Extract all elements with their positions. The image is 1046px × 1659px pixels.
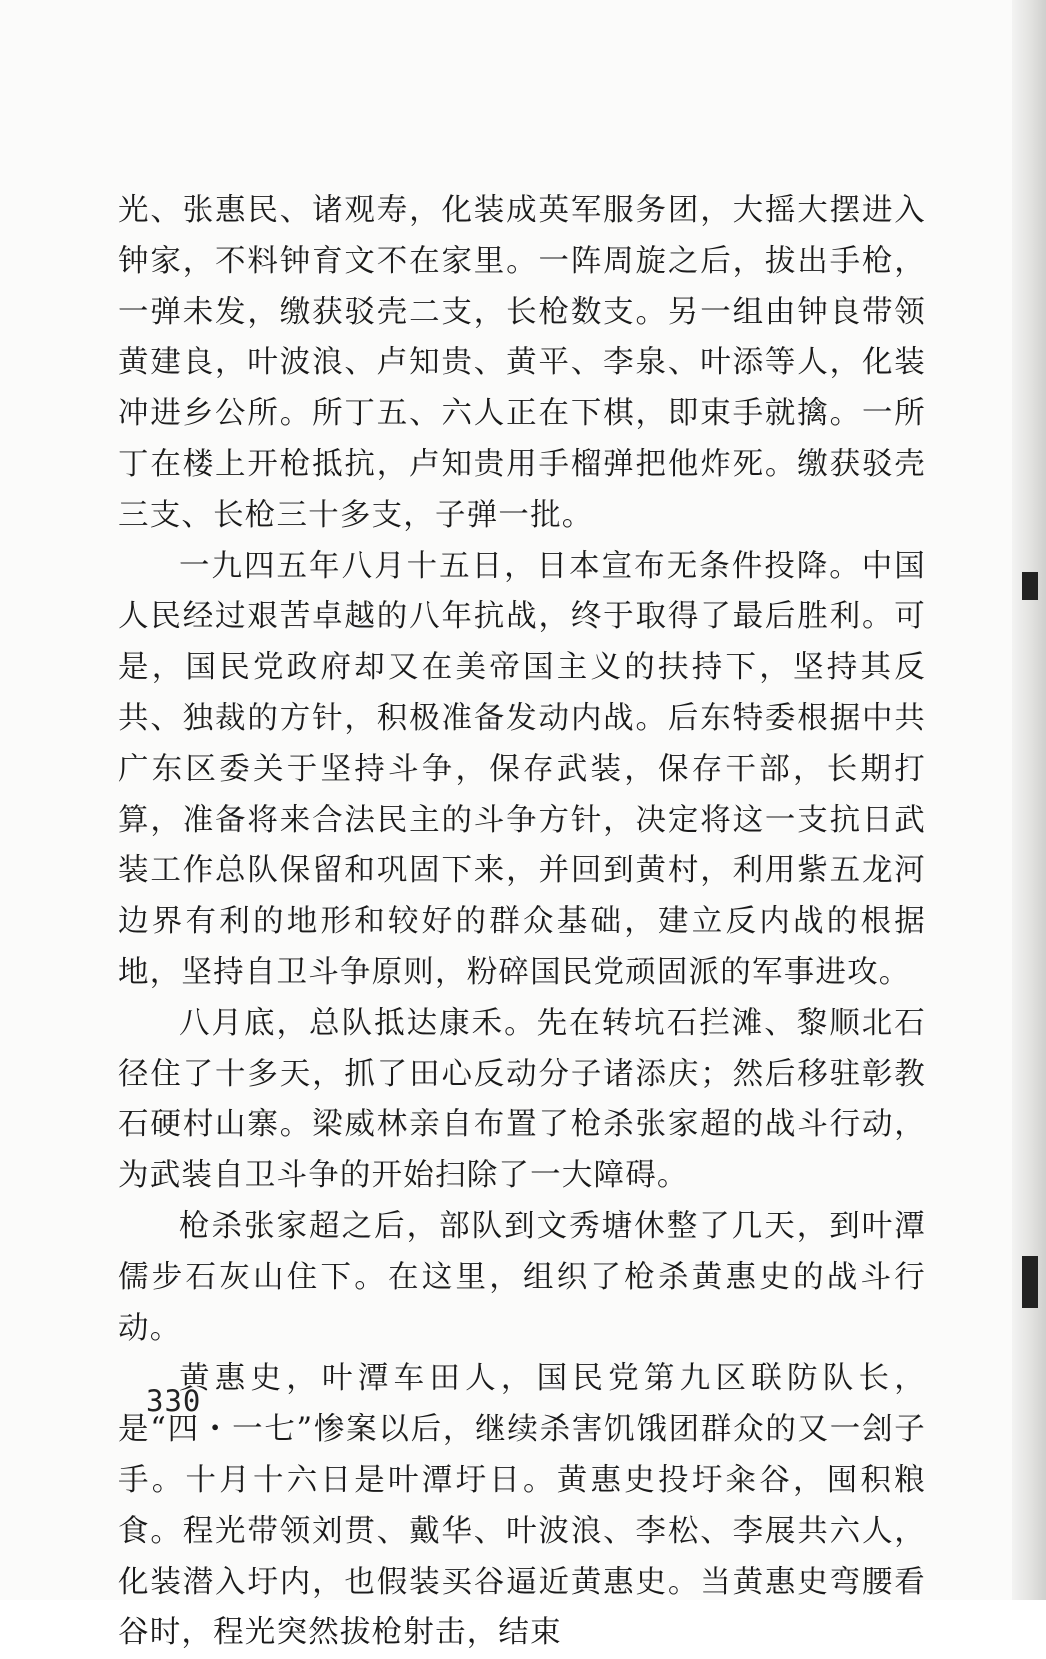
page-edge-shadow (1012, 0, 1046, 1600)
page-edge-mark (1022, 1256, 1038, 1308)
paragraph: 一九四五年八月十五日，日本宣布无条件投降。中国人民经过艰苦卓越的八年抗战，终于取得了最后胜利。可是，国民党政府却又在美帝国主义的扶持下，坚持其反共、独裁的方针，积极准备发动内战。后东特委根据中共广东区委关于坚持斗争，保存武装，保存干部，长期打算，准备将来合法民主的斗争方针，决定将这一支抗日武装工作总队保留和巩固下来，并回到黄村，利用紫五龙河边界有利的地形和较好的群众基础，建立反内战的根据地，坚持自卫斗争原则，粉碎国民党顽固派的军事进攻。 (118, 548, 926, 990)
paragraph: 光、张惠民、诸观寿，化装成英军服务团，大摇大摆进入钟家，不料钟育文不在家里。一阵周旋之后，拔出手枪，一弹未发，缴获驳壳二支，长枪数支。另一组由钟良带领黄建良，叶波浪、卢知贵、黄平、李泉、叶添等人，化装冲进乡公所。所丁五、六人正在下棋，即束手就擒。一所丁在楼上开枪抵抗，卢知贵用手榴弹把他炸死。缴获驳壳三支、长枪三十多支，子弹一批。 (118, 193, 926, 533)
page-number: 330 (146, 1384, 202, 1418)
paragraph: 枪杀张家超之后，部队到文秀塘休整了几天，到叶潭儒步石灰山住下。在这里，组织了枪杀黄惠史的战斗行动。 (118, 1208, 926, 1346)
paragraph: 黄惠史，叶潭车田人，国民党第九区联防队长，是“四・一七”惨案以后，继续杀害饥饿团群众的又一刽子手。十月十六日是叶潭圩日。黄惠史投圩籴谷，囤积粮食。程光带领刘贯、戴华、叶波浪、李松、李展共六人，化装潜入圩内，也假装买谷逼近黄惠史。当黄惠史弯腰看谷时，程光突然拔枪射击，结束 (118, 1361, 926, 1651)
page-edge-mark (1022, 572, 1038, 600)
paragraph: 八月底，总队抵达康禾。先在转坑石拦滩、黎顺北石径住了十多天，抓了田心反动分子诸添庆；然后移驻彰教石硬村山寨。梁威林亲自布置了枪杀张家超的战斗行动，为武装自卫斗争的开始扫除了一大障碍。 (118, 1005, 926, 1194)
body-text (118, 186, 926, 1659)
